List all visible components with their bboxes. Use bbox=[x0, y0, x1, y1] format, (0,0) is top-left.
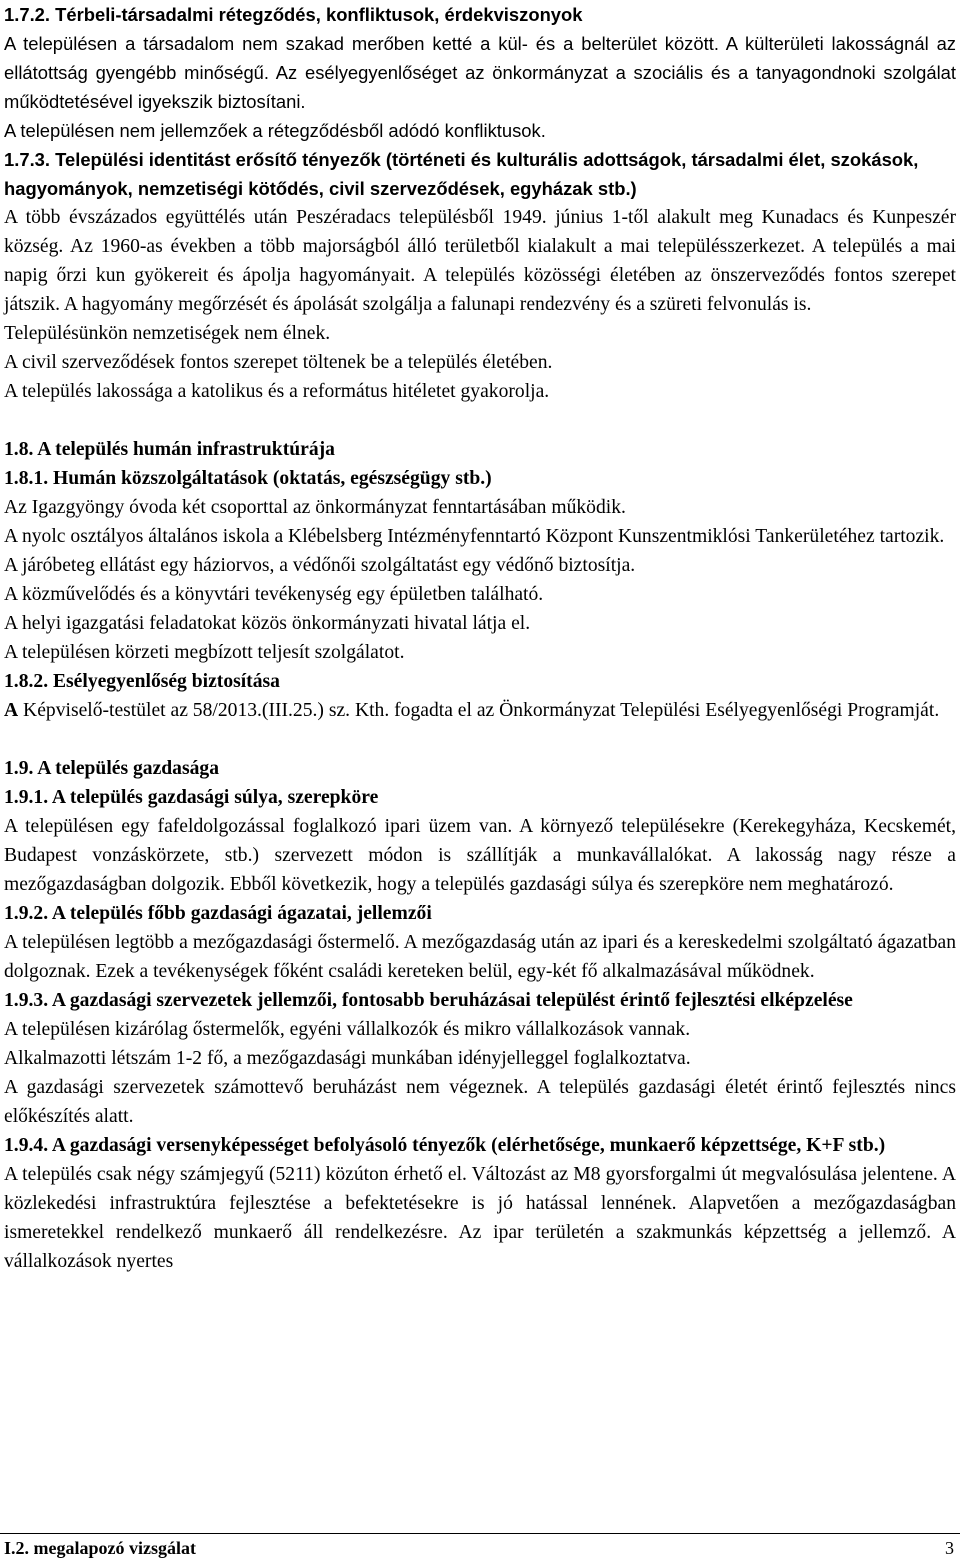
section-1-8-1-paragraph-4: A közművelődés és a könyvtári tevékenység egy épületben található. bbox=[4, 584, 544, 605]
section-1-7-2-paragraph-2: A településen nem jellemzőek a rétegződésből adódó konfliktusok. bbox=[4, 120, 546, 141]
section-1-8-1-heading: 1.8.1. Humán közszolgáltatások (oktatás, egészségügy stb.) bbox=[4, 468, 492, 489]
section-1-9-3-paragraph-1: A településen kizárólag őstermelők, egyéni vállalkozók és mikro vállalkozások vannak. bbox=[4, 1019, 691, 1040]
section-1-7-3-paragraph-4: A település lakossága a katolikus és a református hitéletet gyakorolja. bbox=[4, 381, 550, 402]
section-1-8-2-heading: 1.8.2. Esélyegyenlőség biztosítása bbox=[4, 671, 280, 692]
spacer bbox=[4, 725, 956, 754]
section-1-9-3-paragraph-2: Alkalmazotti létszám 1-2 fő, a mezőgazdasági munkában idényjelleggel foglalkoztatva. bbox=[4, 1048, 691, 1069]
section-1-8-1-paragraph-1: Az Igazgyöngy óvoda két csoporttal az önkormányzat fenntartásában működik. bbox=[4, 497, 626, 518]
section-1-9-1-paragraph: A településen egy fafeldolgozással foglalkozó ipari üzem van. A környező településekre (Kerekegyháza, Kecskemét, Budapest vonzáskörzete, stb.) szervezett módon is szállítják a munkavállalókat. A lakosság nagy része a mezőgazdaságban dolgozik. Ebből következik, hogy a település gazdasági súlya és szerepköre nem meghatározó. bbox=[4, 816, 956, 895]
section-1-9-3-heading: 1.9.3. A gazdasági szervezetek jellemzői, fontosabb beruházásai települést érintő fejlesztési elképzelése bbox=[4, 990, 853, 1011]
page-content bbox=[4, 0, 956, 1276]
section-1-9-4-paragraph: A település csak négy számjegyű (5211) közúton érhető el. Változást az M8 gyorsforgalmi út megvalósulása jelentene. A közlekedési infrastruktúra fejlesztése a befektetésekre is jó hatással lennének. Alapvetően a mezőgazdaságban ismeretekkel rendelkező munkaerő áll rendelkezésre. Az ipar területén a szakmunkás képzettség a jellemző. A vállalkozások nyertes bbox=[4, 1164, 956, 1272]
section-1-7-3-paragraph-2: Településünkön nemzetiségek nem élnek. bbox=[4, 323, 331, 344]
section-1-9-3-paragraph-3: A gazdasági szervezetek számottevő beruházást nem végeznek. A település gazdasági életét érintő fejlesztés nincs előkészítés alatt. bbox=[4, 1077, 956, 1127]
section-1-9-heading: 1.9. A település gazdasága bbox=[4, 758, 219, 779]
section-1-7-2-heading: 1.7.2. Térbeli-társadalmi rétegződés, konfliktusok, érdekviszonyok bbox=[4, 4, 583, 25]
section-1-9-1-heading: 1.9.1. A település gazdasági súlya, szerepköre bbox=[4, 787, 379, 808]
section-1-7-3-paragraph-3: A civil szerveződések fontos szerepet töltenek be a település életében. bbox=[4, 352, 553, 373]
paragraph-bold-lead: A bbox=[4, 700, 19, 721]
section-1-9-2-paragraph: A településen legtöbb a mezőgazdasági őstermelő. A mezőgazdaság után az ipari és a kereskedelmi szolgáltató ágazatban dolgoznak. Ezek a tevékenységek főként családi kereteken belül, egy-két fő alkalmazásával működnek. bbox=[4, 932, 956, 982]
section-1-9-4-heading: 1.9.4. A gazdasági versenyképességet befolyásoló tényezők (elérhetősége, munkaerő képzettsége, K+F stb.) bbox=[4, 1135, 886, 1156]
section-1-8-heading: 1.8. A település humán infrastruktúrája bbox=[4, 439, 335, 460]
section-1-8-2-paragraph bbox=[4, 696, 956, 725]
page-footer bbox=[0, 1533, 960, 1561]
page-number: 3 bbox=[945, 1538, 954, 1558]
spacer bbox=[4, 406, 956, 435]
section-1-7-3-paragraph-1: A több évszázados együttélés után Peszéradacs településből 1949. június 1-től alakult meg Kunadacs és Kunpeszér község. Az 1960-as években a több majorságból álló területből kialakult a mai településszerkezet. A település a mai napig őrzi kun gyökereit és ápolja hagyományait. A település közösségi életében az önszerveződés fontos szerepet játszik. A hagyomány megőrzését és ápolását szolgálja a falunapi rendezvény és a szüreti felvonulás is. bbox=[4, 207, 956, 315]
footer-divider bbox=[0, 1533, 960, 1534]
paragraph-text: Képviselő-testület az 58/2013.(III.25.) sz. Kth. fogadta el az Önkormányzat Települési Esélyegyenlőségi Programját. bbox=[18, 700, 940, 721]
section-1-9-2-heading: 1.9.2. A település főbb gazdasági ágazatai, jellemzői bbox=[4, 903, 432, 924]
footer-label: I.2. megalapozó vizsgálat bbox=[4, 1538, 196, 1558]
section-1-7-3-heading: 1.7.3. Települési identitást erősítő tényezők (történeti és kulturális adottságok, társadalmi élet, szokások, hagyományok, nemzetiségi kötődés, civil szerveződések, egyházak stb.) bbox=[4, 149, 919, 199]
section-1-8-1-paragraph-2: A nyolc osztályos általános iskola a Klébelsberg Intézményfenntartó Központ Kunszentmiklósi Tankerületéhez tartozik. bbox=[4, 526, 945, 547]
section-1-7-2-paragraph-1: A településen a társadalom nem szakad merőben ketté a kül- és a belterület között. A külterületi lakosságnál az ellátottság gyengébb minőségű. Az esélyegyenlőséget az önkormányzat a szociális és a tanyagondnoki szolgálat működtetésével igyekszik biztosítani. bbox=[4, 33, 956, 112]
section-1-8-1-paragraph-6: A településen körzeti megbízott teljesít szolgálatot. bbox=[4, 642, 405, 663]
section-1-8-1-paragraph-5: A helyi igazgatási feladatokat közös önkormányzati hivatal látja el. bbox=[4, 613, 531, 634]
section-1-8-1-paragraph-3: A járóbeteg ellátást egy háziorvos, a védőnői szolgáltatást egy védőnő biztosítja. bbox=[4, 555, 636, 576]
